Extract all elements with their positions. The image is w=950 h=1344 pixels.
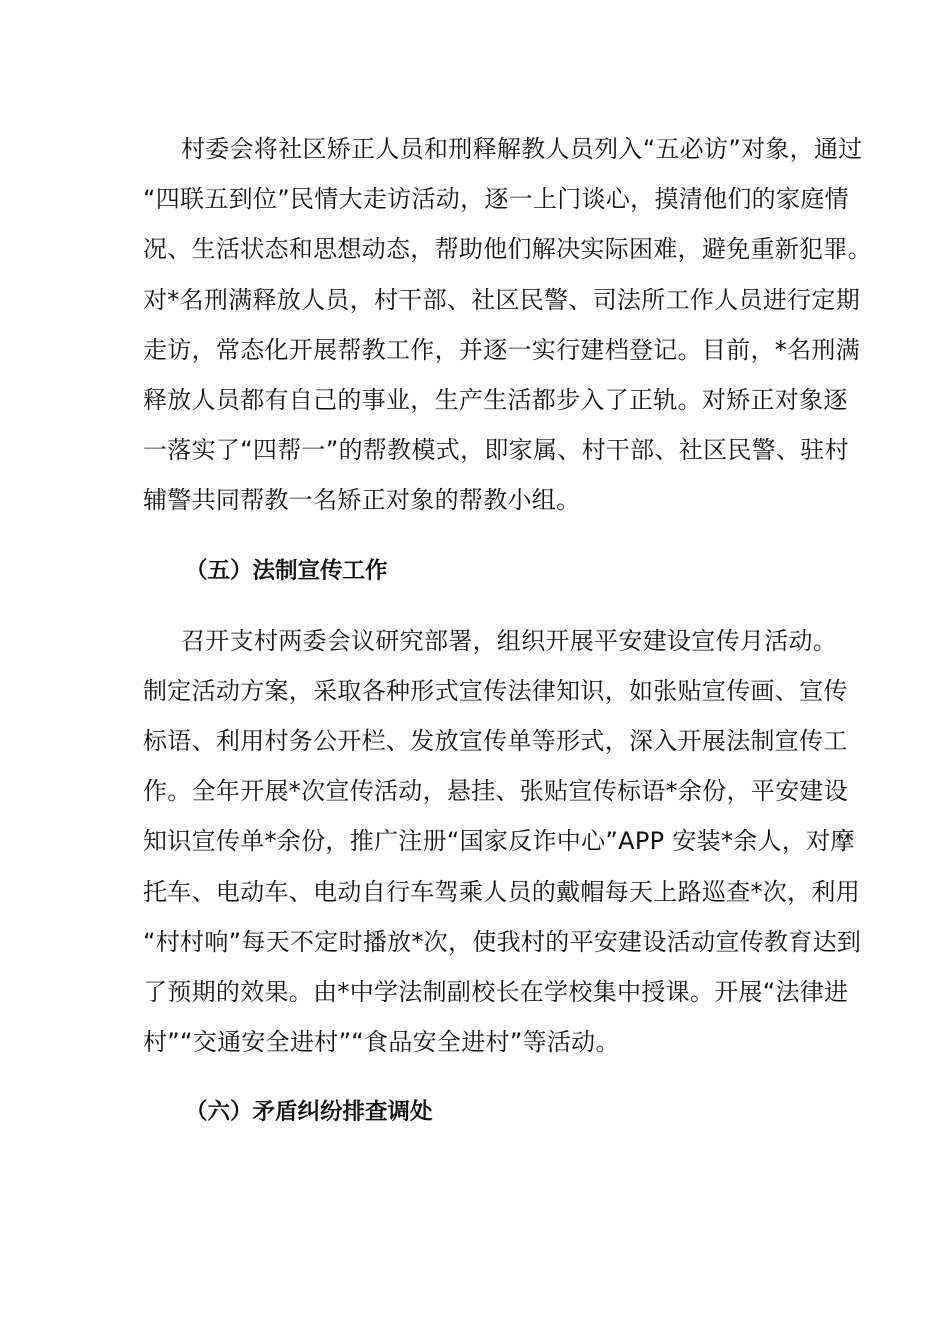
paragraph-community-correction (143, 124, 872, 526)
text-line: 制定活动方案，采取各种形式宣传法律知识，如张贴宣传画、宣传 (143, 676, 848, 705)
document-body (143, 124, 872, 1137)
text-line: 了预期的效果。由*中学法制副校长在学校集中授课。开展“法律进 (143, 978, 849, 1007)
text-line: 托车、电动车、电动自行车驾乘人员的戴帽每天上路巡查*次，利用 (143, 877, 860, 906)
text-line: 释放人员都有自己的事业，生产生活都步入了正轨。对矫正对象逐 (143, 386, 848, 415)
text-line: 对*名刑满释放人员，村干部、社区民警、司法所工作人员进行定期 (143, 285, 860, 314)
text-line: 走访，常态化开展帮教工作，并逐一实行建档登记。目前，*名刑满 (143, 335, 860, 364)
text-line: 辅警共同帮教一名矫正对象的帮教小组。 (143, 486, 581, 515)
text-line: “村村响”每天不定时播放*次，使我村的平安建设活动宣传教育达到 (143, 927, 862, 956)
text-line: 村”“交通安全进村”“食品安全进村”等活动。 (143, 1028, 620, 1057)
text-line: 作。全年开展*次宣传活动，悬挂、张贴宣传标语*余份，平安建设 (143, 777, 848, 806)
section-heading-dispute-resolution: （六）矛盾纠纷排查调处 (185, 1099, 433, 1126)
text-line: 标语、利用村务公开栏、发放宣传单等形式，深入开展法制宣传工 (143, 727, 848, 756)
text-line: 知识宣传单*余份，推广注册“国家反诈中心”APP 安装*余人，对摩 (143, 827, 855, 856)
text-line: “四联五到位”民情大走访活动，逐一上门谈心，摸清他们的家庭情 (143, 185, 849, 214)
text-line: 村委会将社区矫正人员和刑释解教人员列入“五必访”对象，通过 (181, 135, 863, 163)
text-line: 一落实了“四帮一”的帮教模式，即家属、村干部、社区民警、驻村 (143, 436, 849, 465)
text-line: 况、生活状态和思想动态，帮助他们解决实际困难，避免重新犯罪。 (143, 235, 872, 264)
paragraph-legal-publicity (143, 616, 862, 1068)
text-line: 召开支村两委会议研究部署，组织开展平安建设宣传月活动。 (181, 626, 838, 655)
section-heading-legal-publicity: （五）法制宣传工作 (185, 557, 388, 584)
